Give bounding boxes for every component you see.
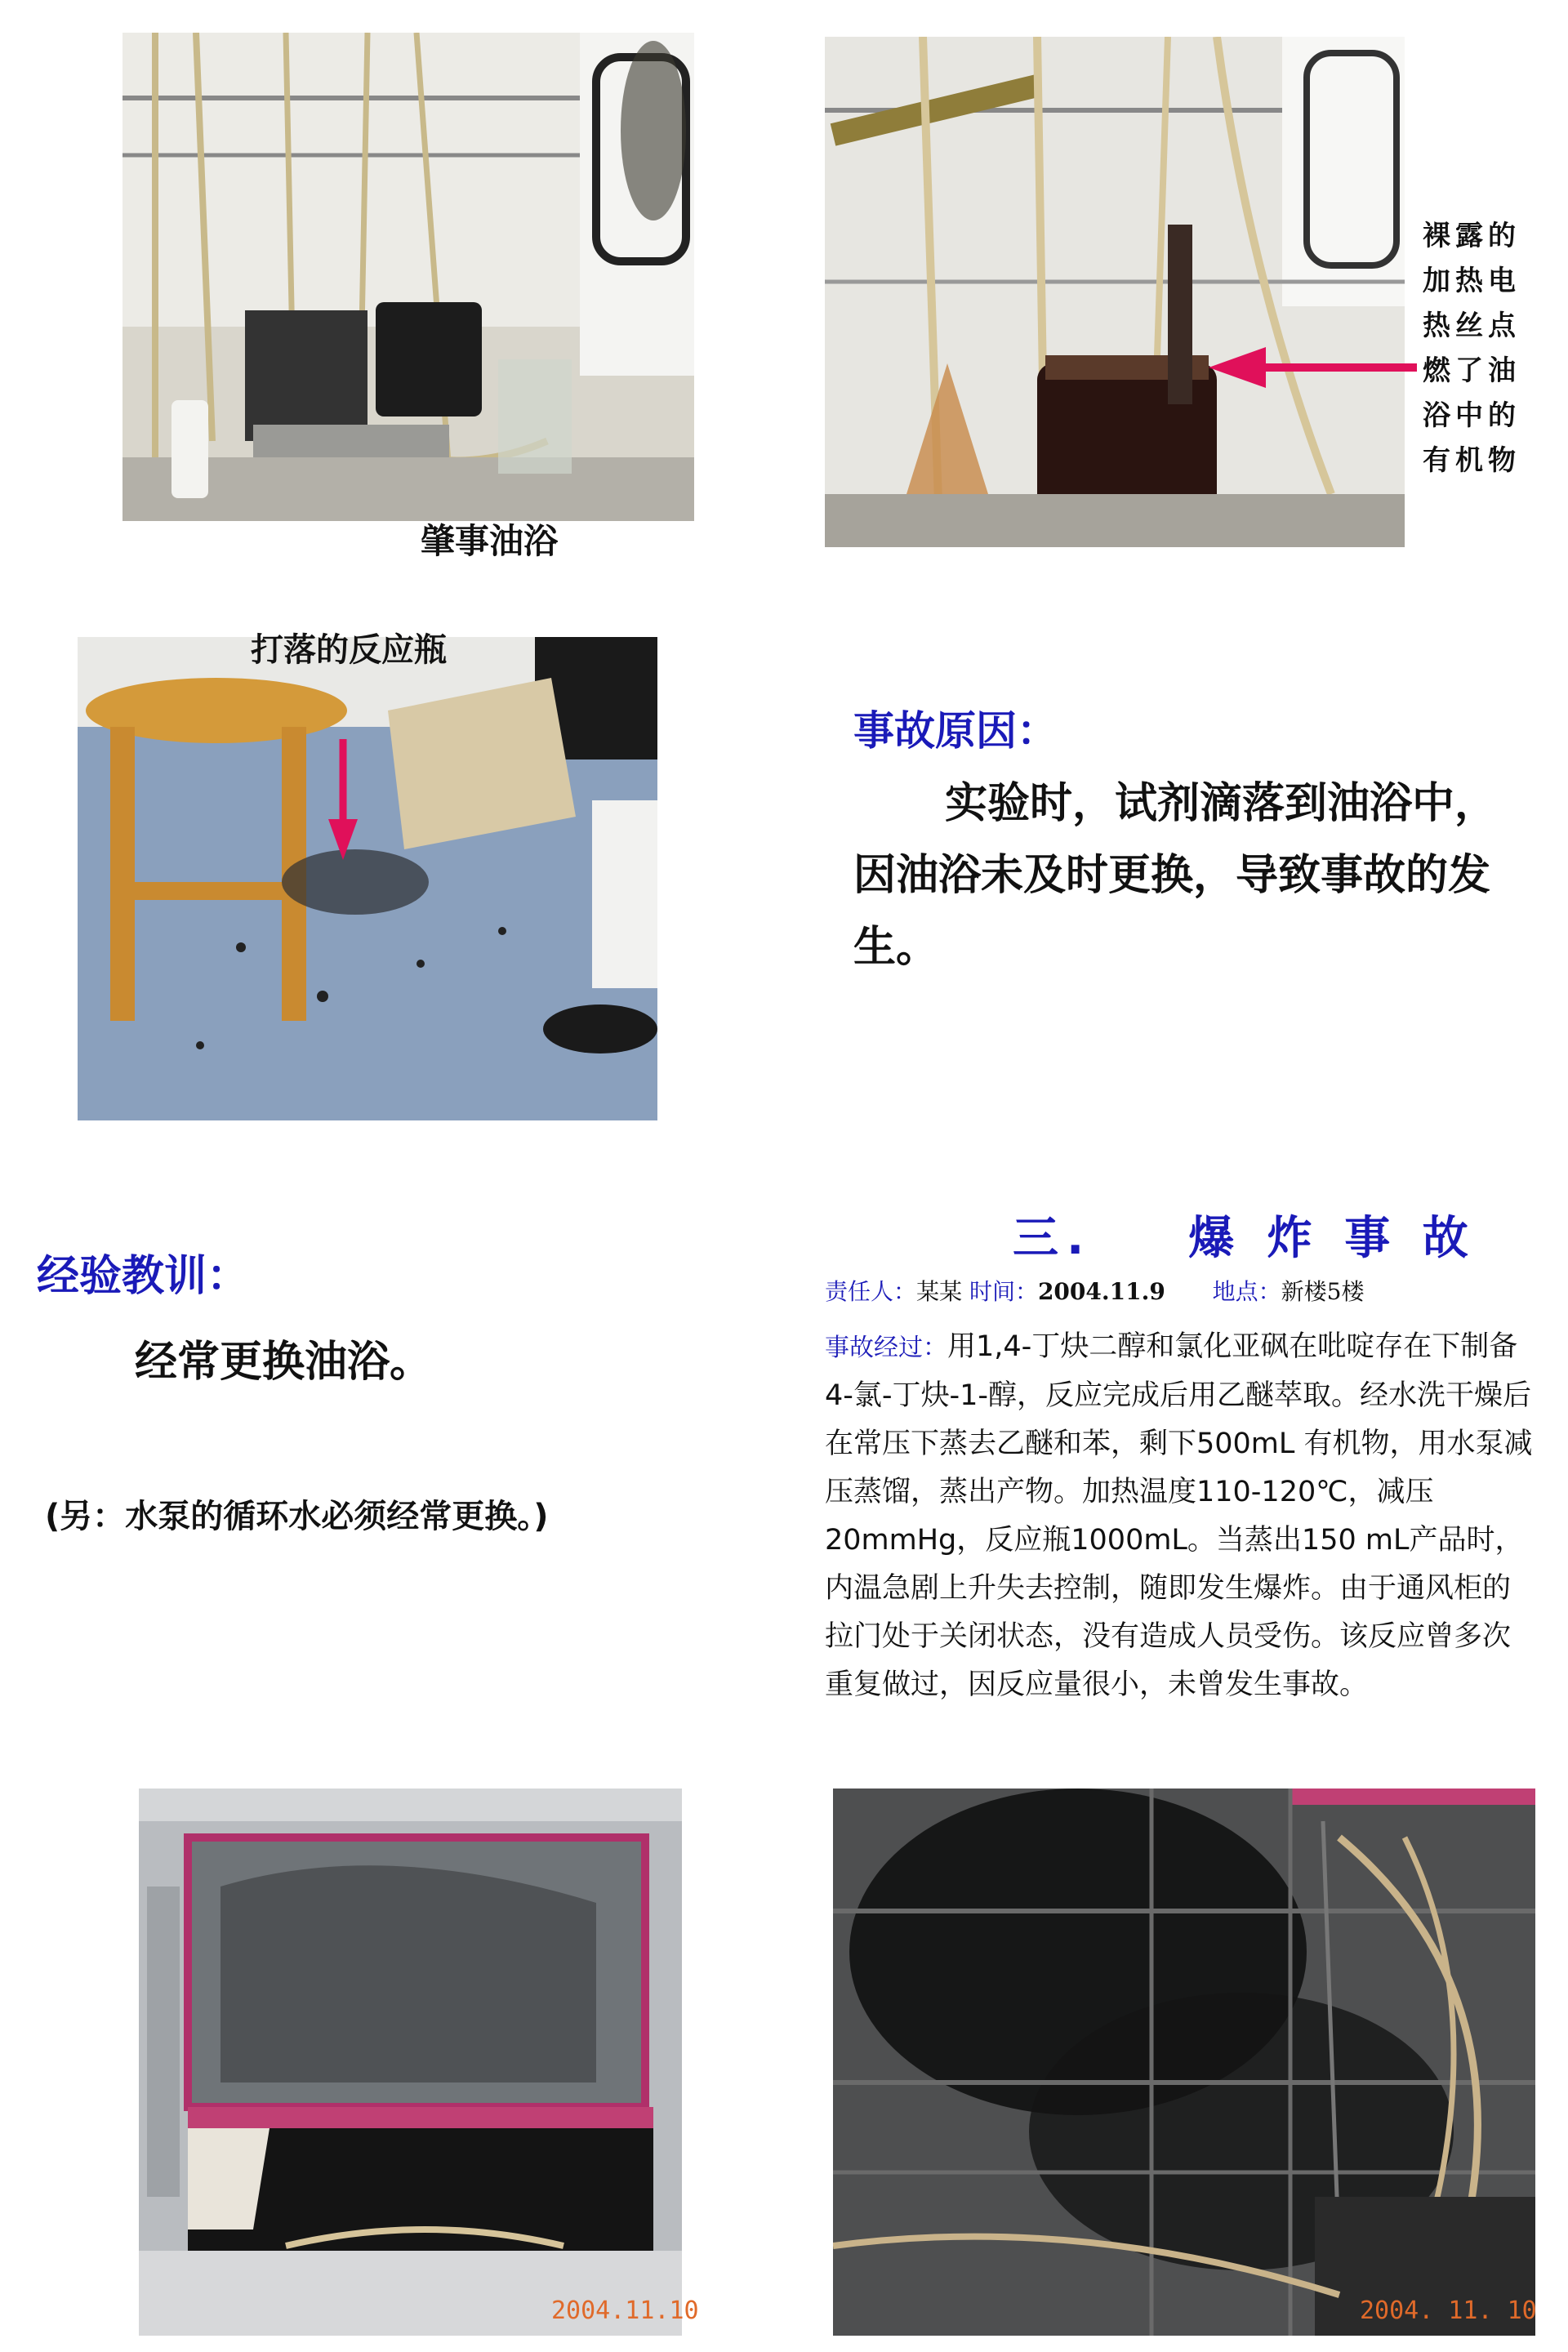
heater-arrow [1209,343,1421,392]
hood-front-photo [139,1788,682,2336]
narrative-text: 用1,4-丁炔二醇和氯化亚砜在吡啶存在下制备4-氯-丁炔-1-醇，反应完成后用乙醚萃取。经水洗干燥后在常压下蒸去乙醚和苯，剩下500mL 有机物，用水泵减压蒸馏，蒸出产物。加热温度110-120℃，减压20mmHg，反应瓶1000mL。当蒸出150 mL产品时，内温急剧上升失去控制，随即发生爆炸。由于通风柜的拉门处于关闭状态，没有造成人员受伤。该反应曾多次重复做过，因反应量很小，未曾发生事故。 [825,1330,1533,1701]
cause-body: 实验时，试剂滴落到油浴中，因油浴未及时更换，导致事故的发生。 [853,779,1498,972]
heater-caption: 裸露的加热电热丝点燃了油浴中的有机物 [1423,220,1521,477]
hood-inside-photo [833,1788,1535,2336]
incident-narrative [825,1323,1535,1709]
place-label: 地点： [1212,1278,1281,1305]
section-title: 三. 爆 炸 事 故 [1013,1212,1477,1265]
floor-photo [78,637,657,1120]
lesson-note: (另：水泵的循环水必须经常更换。) [45,1498,549,1535]
flask-arrow [327,739,359,862]
hood-inside-date-stamp: 2004. 11. 10 [1360,2296,1537,2325]
oil-bath-caption: 肇事油浴 [421,521,559,561]
lesson-body: 经常更换油浴。 [135,1338,433,1387]
person-label: 责任人： [825,1278,917,1305]
cause-title: 事故原因： [853,707,1058,755]
time-label: 时间： [969,1278,1038,1305]
incident-meta [825,1274,1364,1307]
heater-photo [825,37,1405,547]
lesson-title: 经验教训： [37,1252,250,1301]
oil-bath-photo [122,33,694,521]
floor-caption: 打落的反应瓶 [251,631,447,669]
place-value: 新楼5楼 [1281,1278,1365,1305]
narrative-label: 事故经过： [825,1334,947,1362]
hood-front-date-stamp: 2004.11.10 [551,2296,699,2325]
time-value: 2004.11.9 [1037,1278,1165,1305]
person-value: 某某 [916,1278,963,1305]
